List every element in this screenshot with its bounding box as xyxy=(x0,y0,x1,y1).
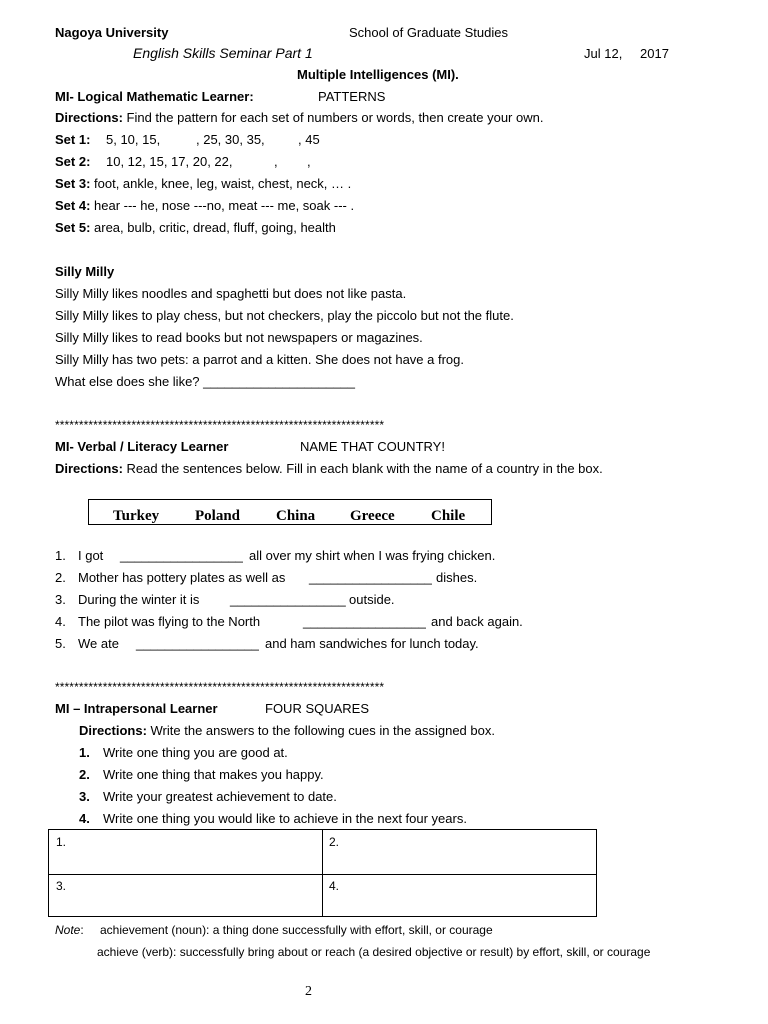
set-text: area, bulb, critic, dread, fluff, going, health xyxy=(90,220,336,235)
silly-milly-line: Silly Milly likes to play chess, but not checkers, play the piccolo but not the flute. xyxy=(55,308,514,323)
four-squares-table xyxy=(48,829,597,917)
list-item-text: Write your greatest achievement to date. xyxy=(103,789,337,804)
intra-heading-rest: – Intrapersonal Learner xyxy=(69,701,218,716)
country-greece: Greece xyxy=(350,508,395,524)
set-text: foot, ankle, knee, leg, waist, chest, neck, … . xyxy=(90,176,352,191)
intra-heading xyxy=(55,701,218,717)
date-month-day: Jul 12, xyxy=(584,46,623,61)
note-colon: : xyxy=(80,923,84,937)
sentence-blank: ________________ xyxy=(230,592,346,607)
list-item-text: Write one thing that makes you happy. xyxy=(103,767,324,782)
silly-milly-line: What else does she like? _____________________ xyxy=(55,374,355,389)
sentence-blank: _________________ xyxy=(120,548,243,563)
verbal-heading: MI- Verbal / Literacy Learner xyxy=(55,439,229,454)
box-3-label: 3. xyxy=(56,879,67,893)
university-name: Nagoya University xyxy=(55,25,169,40)
set1-part3: , 45 xyxy=(298,132,320,147)
set2-part3: , xyxy=(307,154,311,169)
directions-text: Write the answers to the following cues in the assigned box. xyxy=(146,723,495,738)
set-label: Set 1: xyxy=(55,132,91,147)
country-box xyxy=(88,499,492,525)
note-line-1: achievement (noun): a thing done successfully with effort, skill, or courage xyxy=(100,923,493,937)
note-line-2: achieve (verb): successfully bring about or reach (a desired objective or result) by effort, skill, or courage xyxy=(97,945,651,959)
set-label: Set 2: xyxy=(55,154,91,169)
list-item-text: Write one thing you are good at. xyxy=(103,745,288,760)
page-title: Multiple Intelligences (MI). xyxy=(297,67,459,82)
note-label-wrap xyxy=(55,922,84,938)
school-name: School of Graduate Studies xyxy=(349,25,508,40)
set2-part1: 10, 12, 15, 17, 20, 22, xyxy=(106,154,233,169)
sentence-text: all over my shirt when I was frying chicken. xyxy=(249,548,496,563)
intra-heading-mi: MI xyxy=(55,701,70,716)
logical-heading: MI- Logical Mathematic Learner: xyxy=(55,89,254,104)
intra-topic: FOUR SQUARES xyxy=(265,701,370,716)
directions-label: Directions: xyxy=(55,461,123,476)
directions-text: Read the sentences below. Fill in each blank with the name of a country in the box. xyxy=(122,461,603,476)
set1-part1: 5, 10, 15, xyxy=(106,132,161,147)
list-item-number: 4. xyxy=(79,811,90,826)
silly-milly-line: Silly Milly has two pets: a parrot and a kitten. She does not have a frog. xyxy=(55,352,464,367)
note-label: Note xyxy=(55,923,81,937)
directions-label: Directions: xyxy=(55,110,123,125)
sentence-text: During the winter it is xyxy=(78,592,200,607)
logical-directions xyxy=(55,110,543,126)
box-2-label: 2. xyxy=(329,835,340,849)
sentence-text: dishes. xyxy=(436,570,478,585)
set-row xyxy=(55,176,351,192)
list-item-text: Write one thing you would like to achieve in the next four years. xyxy=(103,811,467,826)
logical-topic: PATTERNS xyxy=(318,89,386,104)
country-poland: Poland xyxy=(195,508,241,524)
box-1-label: 1. xyxy=(56,835,67,849)
list-item-number: 2. xyxy=(79,767,90,782)
sentence-text: outside. xyxy=(349,592,395,607)
set-label: Set 5: xyxy=(55,220,91,235)
sentence-blank: _________________ xyxy=(136,636,259,651)
set2-part2: , xyxy=(274,154,278,169)
directions-text: Find the pattern for each set of numbers or words, then create your own. xyxy=(122,110,544,125)
sentence-number: 3. xyxy=(55,592,66,607)
verbal-topic: NAME THAT COUNTRY! xyxy=(300,439,445,454)
sentence-blank: _________________ xyxy=(303,614,426,629)
intra-directions xyxy=(79,723,495,739)
sentence-blank: _________________ xyxy=(309,570,432,585)
verbal-directions xyxy=(55,461,603,477)
sentence-text: and back again. xyxy=(431,614,523,629)
country-china: China xyxy=(276,508,316,524)
box-4-label: 4. xyxy=(329,879,340,893)
page-number: 2 xyxy=(305,984,312,999)
sentence-number: 4. xyxy=(55,614,66,629)
sentence-number: 1. xyxy=(55,548,66,563)
set-row xyxy=(55,198,354,214)
list-item-number: 1. xyxy=(79,745,90,760)
sentence-text: Mother has pottery plates as well as xyxy=(78,570,286,585)
sentence-number: 2. xyxy=(55,570,66,585)
silly-milly-heading: Silly Milly xyxy=(55,264,115,279)
silly-milly-line: Silly Milly likes to read books but not newspapers or magazines. xyxy=(55,330,423,345)
sentence-number: 5. xyxy=(55,636,66,651)
sentence-text: I got xyxy=(78,548,104,563)
list-item-number: 3. xyxy=(79,789,90,804)
silly-milly-line: Silly Milly likes noodles and spaghetti but does not like pasta. xyxy=(55,286,407,301)
table-divider-horizontal xyxy=(49,874,596,875)
divider-stars: ********************************************************************* xyxy=(55,680,385,694)
set-label: Set 3: xyxy=(55,176,91,191)
table-divider-vertical xyxy=(322,830,323,916)
sentence-text: and ham sandwiches for lunch today. xyxy=(265,636,479,651)
course-title: English Skills Seminar Part 1 xyxy=(133,45,313,61)
divider-stars: ********************************************************************* xyxy=(55,418,385,432)
date-year: 2017 xyxy=(640,46,669,61)
set-row xyxy=(55,220,336,236)
sentence-text: The pilot was flying to the North xyxy=(78,614,261,629)
set-text: hear --- he, nose ---no, meat --- me, soak --- . xyxy=(90,198,355,213)
directions-label: Directions: xyxy=(79,723,147,738)
sentence-text: We ate xyxy=(78,636,119,651)
country-turkey: Turkey xyxy=(113,508,160,524)
country-chile: Chile xyxy=(431,508,466,524)
set-label: Set 4: xyxy=(55,198,91,213)
set1-part2: , 25, 30, 35, xyxy=(196,132,265,147)
